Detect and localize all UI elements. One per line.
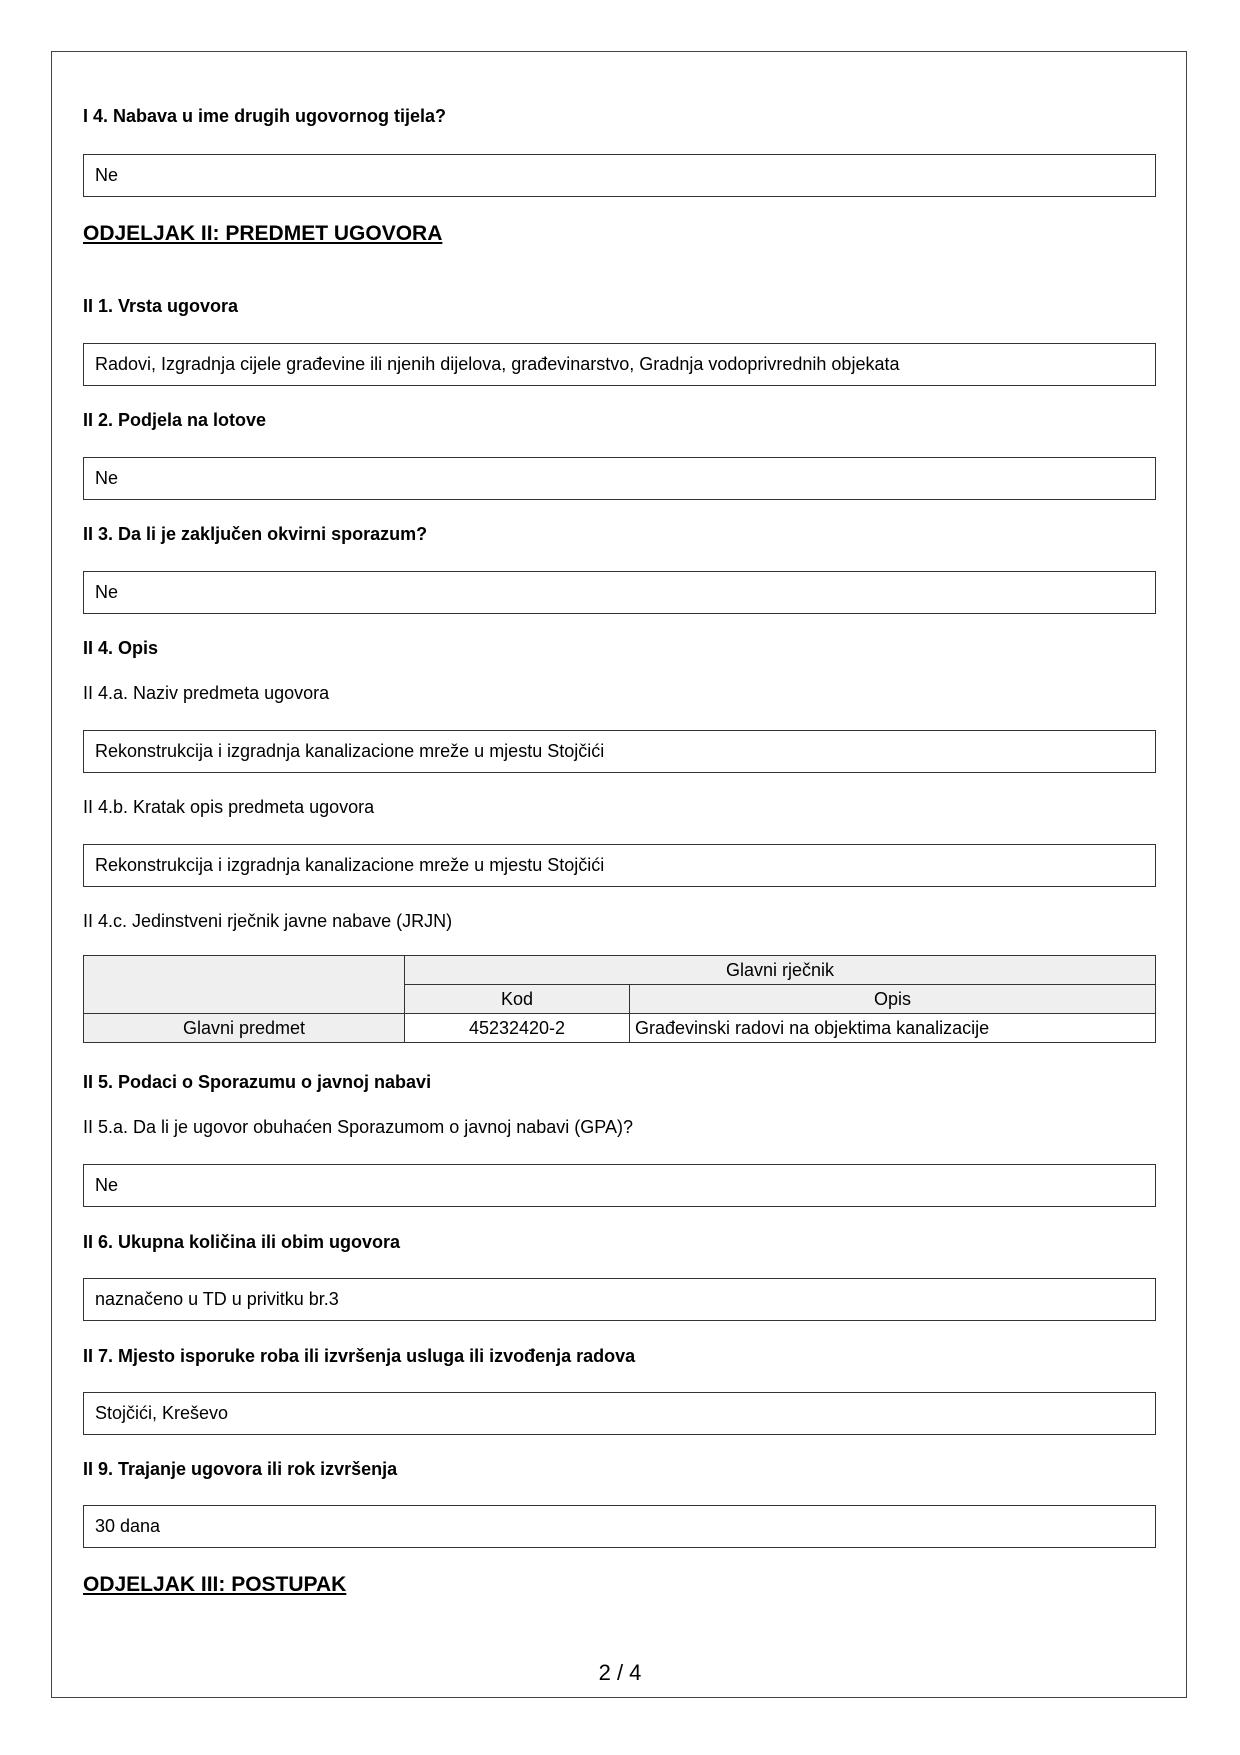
section-2-heading: ODJELJAK II: PREDMET UGOVORA bbox=[83, 222, 443, 245]
ii3-label: II 3. Da li je zaključen okvirni sporazum? bbox=[83, 524, 428, 544]
ii7-value-field: Stojčići, Kreševo bbox=[83, 1392, 1156, 1435]
ii4c-label: II 4.c. Jedinstveni rječnik javne nabave (JRJN) bbox=[83, 911, 453, 931]
cpv-row-kod: 45232420-2 bbox=[405, 1014, 630, 1043]
page-number: 2 / 4 bbox=[598, 1660, 642, 1685]
ii1-label: II 1. Vrsta ugovora bbox=[83, 296, 239, 316]
cpv-table bbox=[83, 955, 1156, 1043]
ii1-value-field: Radovi, Izgradnja cijele građevine ili njenih dijelova, građevinarstvo, Gradnja vodoprivrednih objekata bbox=[83, 343, 1156, 386]
cpv-row-label: Glavni predmet bbox=[84, 1014, 405, 1043]
ii9-value-field: 30 dana bbox=[83, 1505, 1156, 1548]
ii4a-value-field: Rekonstrukcija i izgradnja kanalizacione mreže u mjestu Stojčići bbox=[83, 730, 1156, 773]
ii4-label: II 4. Opis bbox=[83, 638, 159, 658]
ii6-label: II 6. Ukupna količina ili obim ugovora bbox=[83, 1232, 401, 1252]
ii2-label: II 2. Podjela na lotove bbox=[83, 410, 267, 430]
ii5a-value-field: Ne bbox=[83, 1164, 1156, 1207]
ii4b-value-field: Rekonstrukcija i izgradnja kanalizacione mreže u mjestu Stojčići bbox=[83, 844, 1156, 887]
ii6-value-field: naznačeno u TD u privitku br.3 bbox=[83, 1278, 1156, 1321]
cpv-table-empty-corner bbox=[84, 956, 405, 1014]
cpv-row-opis: Građevinski radovi na objektima kanalizacije bbox=[630, 1014, 1156, 1043]
i4-label: I 4. Nabava u ime drugih ugovornog tijela? bbox=[83, 106, 447, 126]
ii9-label: II 9. Trajanje ugovora ili rok izvršenja bbox=[83, 1459, 398, 1479]
i4-value-field: Ne bbox=[83, 154, 1156, 197]
ii7-label: II 7. Mjesto isporuke roba ili izvršenja usluga ili izvođenja radova bbox=[83, 1346, 636, 1366]
cpv-col-opis: Opis bbox=[630, 985, 1156, 1014]
cpv-col-kod: Kod bbox=[405, 985, 630, 1014]
ii3-value-field: Ne bbox=[83, 571, 1156, 614]
table-row bbox=[84, 1014, 1156, 1043]
ii5-label: II 5. Podaci o Sporazumu o javnoj nabavi bbox=[83, 1072, 432, 1092]
ii4a-label: II 4.a. Naziv predmeta ugovora bbox=[83, 683, 330, 703]
cpv-group-header: Glavni rječnik bbox=[405, 956, 1156, 985]
ii4b-label: II 4.b. Kratak opis predmeta ugovora bbox=[83, 797, 375, 817]
section-3-heading: ODJELJAK III: POSTUPAK bbox=[83, 1573, 347, 1596]
ii5a-label: II 5.a. Da li je ugovor obuhaćen Sporazumom o javnoj nabavi (GPA)? bbox=[83, 1117, 633, 1137]
ii2-value-field: Ne bbox=[83, 457, 1156, 500]
